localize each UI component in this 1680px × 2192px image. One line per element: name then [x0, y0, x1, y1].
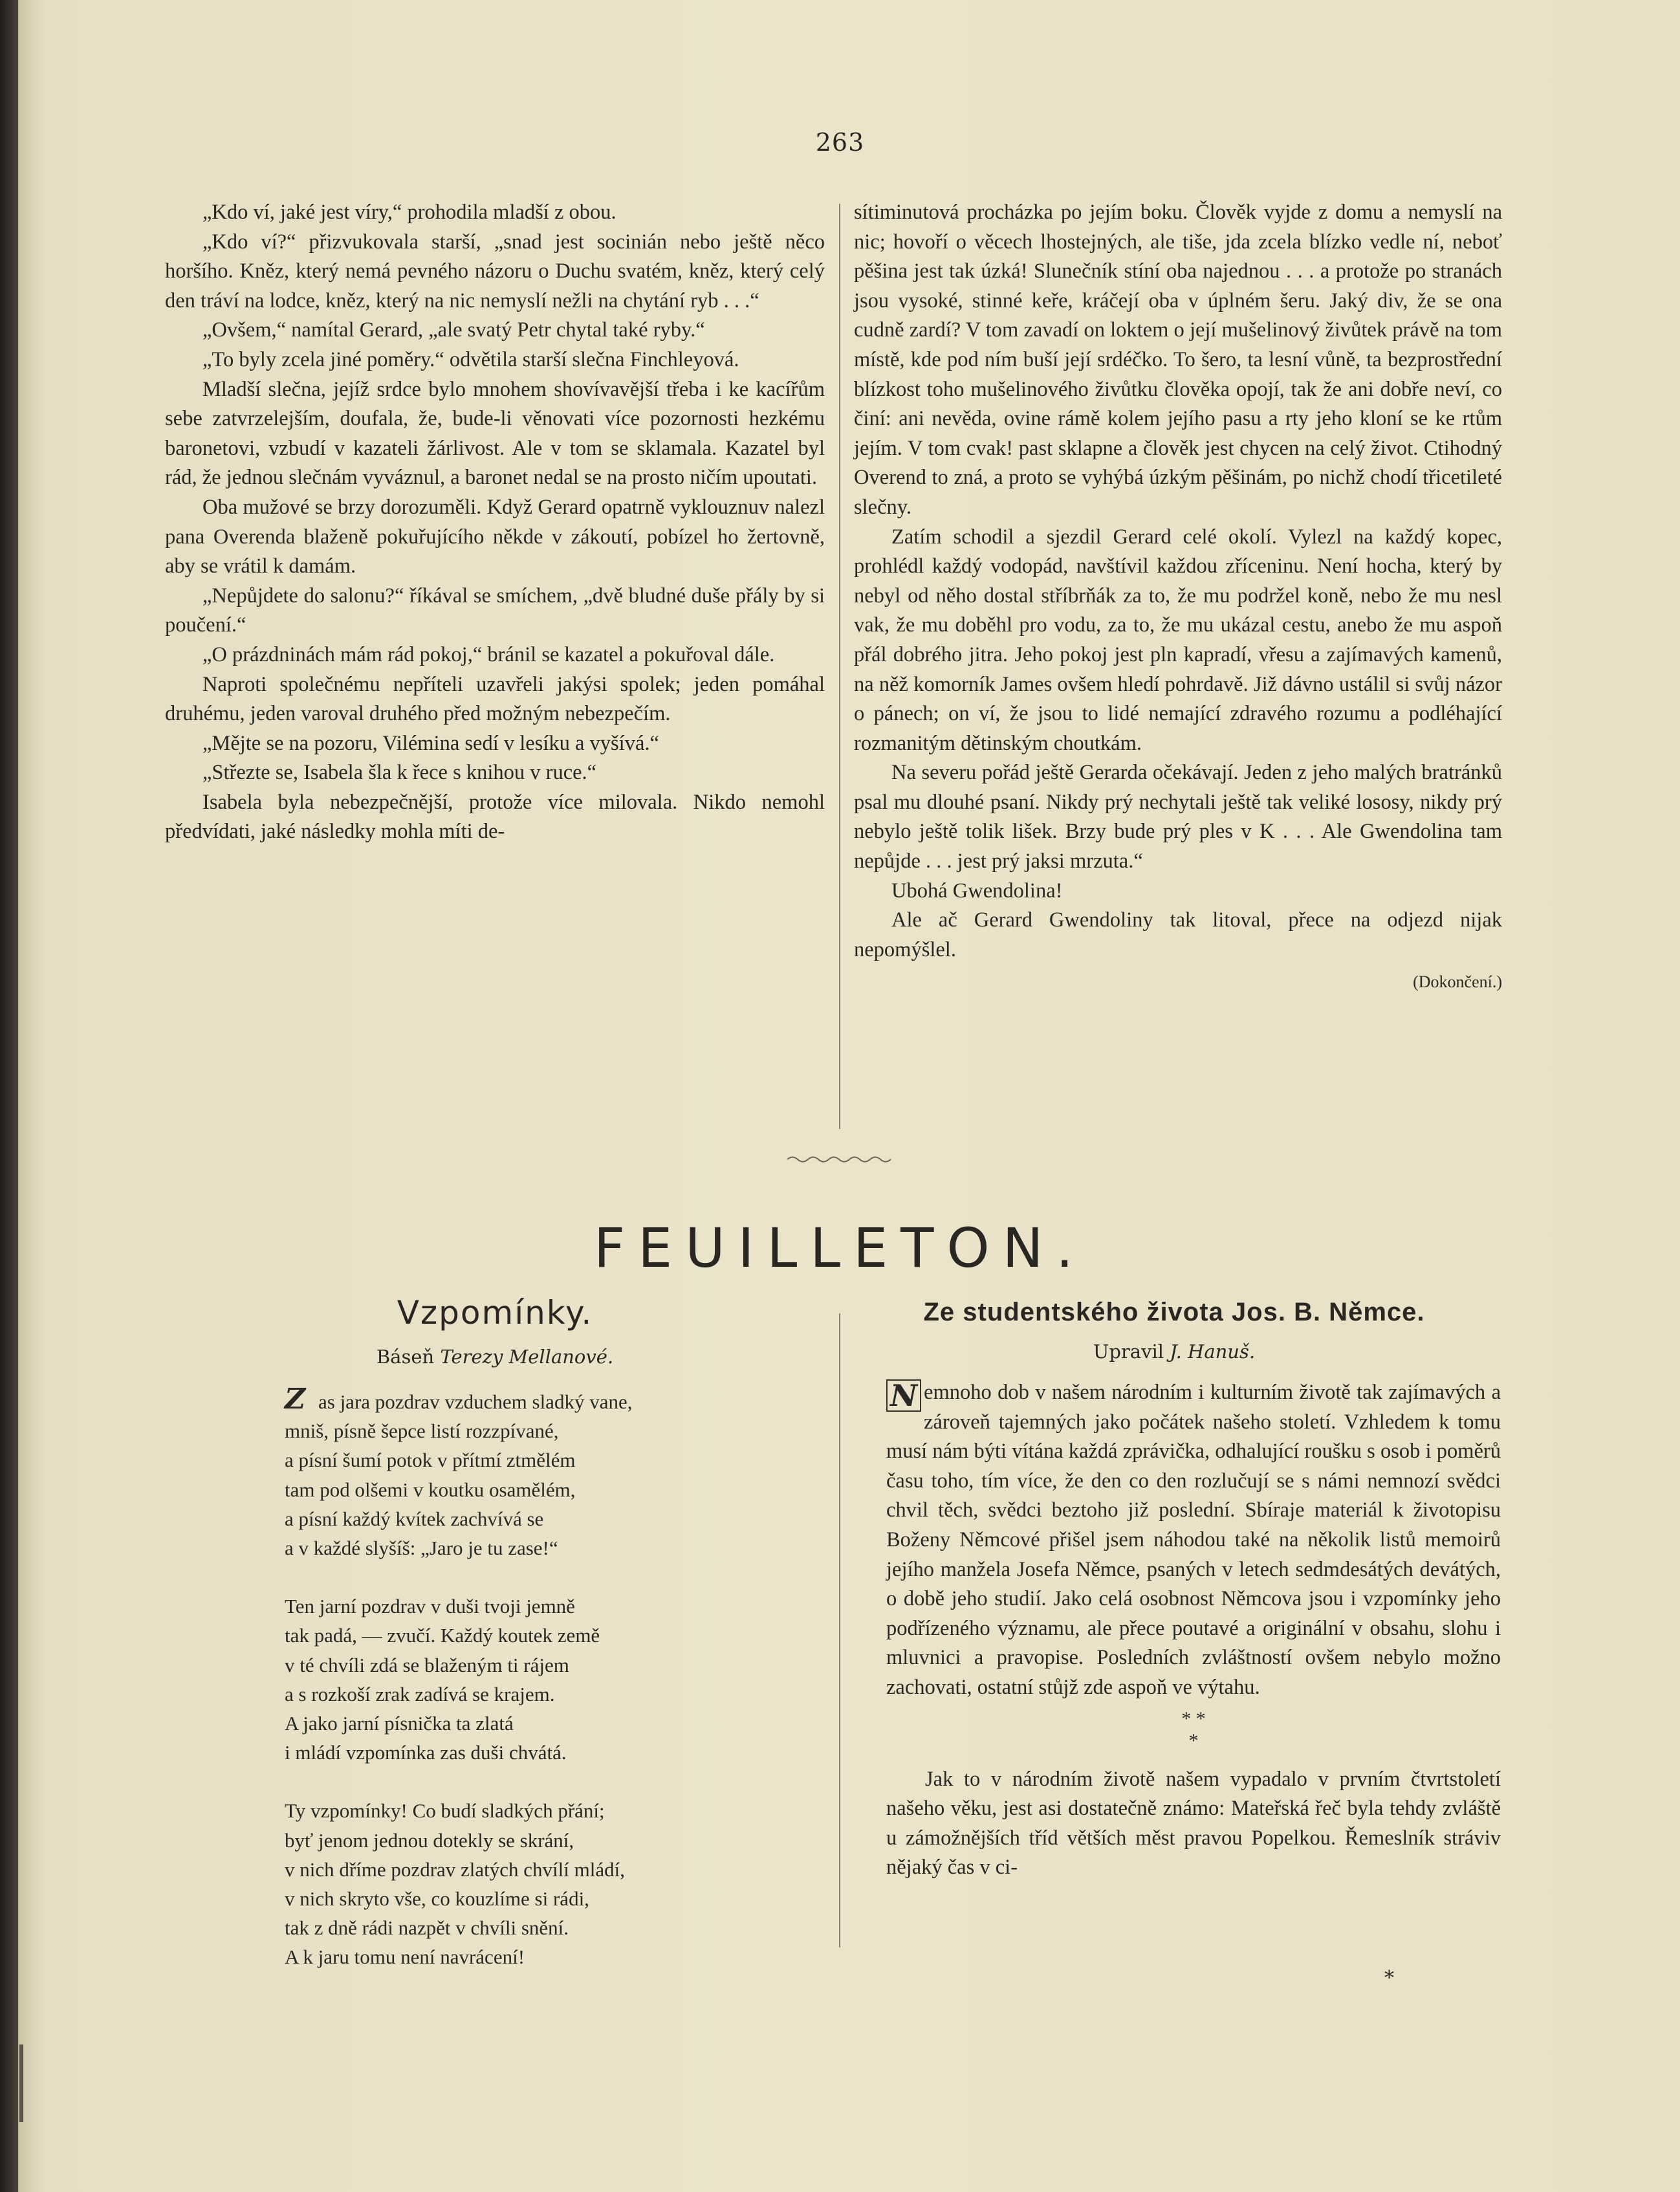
story-right-paragraph: Ubohá Gwendolina!	[891, 879, 1063, 903]
article-intro-text: emnoho dob v našem národním i kulturním životě tak zajímavých a zároveň tajemných jako počátek našeho století. Vzhledem k tomu musí nám býti vítána každá zprávička, odhalující roušku s osob i poměrů času toho, tím více, že den co den rozlučují se s námi nemnozí svědci chvil těch, svědci beztoho již poslední. Sbíraje materiál k životopisu Boženy Němcové přišel jsem náhodou také na několik listů memoirů jejího manžela Josefa Němce, psaných v letech sedmdesátých devátých, o době jeho studií. Jako celá osobnost Němcova jsou i vzpomínky jeho podřízeného významu, ale přece poutavé a originální v obsahu, slohu i mluvnici a pravopise. Posledních zvláštností ovšem nebylo možno zachovati, ostatní stůjž zde aspoň ve výtahu.	[886, 1381, 1501, 1699]
poem-line: Ten jarní pozdrav v duši tvoji jemně	[285, 1595, 575, 1618]
footnote-mark: *	[1384, 1967, 1394, 1989]
poem-line: v té chvíli zdá se blaženým ti rájem	[285, 1653, 569, 1676]
poem-subtitle-prefix: Báseň	[376, 1346, 435, 1368]
poem-line: i mládí vzpomínka zas duši chvátá.	[285, 1741, 567, 1764]
column-rule-top	[839, 204, 840, 1129]
story-left-paragraph: „Mějte se na pozoru, Vilémina sedí v lesíku a vyšívá.“	[202, 731, 659, 755]
poem-body	[285, 1385, 802, 2001]
story-left-paragraph: „Střezte se, Isabela šla k řece s knihou v ruce.“	[202, 761, 597, 785]
poem-line	[285, 1385, 802, 1416]
poem-line: a písní každý kvítek zachvívá se	[285, 1507, 544, 1530]
article-body: Jak to v národním životě našem vypadalo v prvním čtvrtstoletí našeho věku, jest asi dostatečně známo: Mateřská řeč byla tehdy zvláště u zámožnějších tříd větších měst pravou Popelkou. Řemeslník stráviv nějaký čas v ci-	[886, 1767, 1501, 1880]
story-left-paragraph: Isabela byla nebezpečnější, protože více milovala. Nikdo nemohl předvídati, jaké následky mohla míti de-	[165, 790, 825, 844]
article-subtitle-prefix: Upravil	[1093, 1341, 1164, 1363]
story-left-column	[165, 198, 825, 847]
article-title: Ze studentského života Jos. B. Němce.	[923, 1298, 1425, 1326]
story-left-paragraph: Oba mužové se brzy dorozuměli. Když Gerard opatrně vyklouznuv nalezl pana Overenda blaženě pokuřujícího někde v zákoutí, pobízel ho žertovně, aby se vrátil k damám.	[165, 495, 825, 578]
poem-subtitle	[165, 1346, 825, 1368]
book-gutter	[0, 0, 18, 2192]
margin-mark	[19, 2044, 23, 2122]
poem-line: tak padá, — zvučí. Každý koutek země	[285, 1624, 600, 1647]
poem-line-text: as jara pozdrav vzduchem sladký vane,	[318, 1390, 633, 1413]
poem-author: Terezy Mellanové.	[440, 1346, 614, 1368]
article-author: J. Hanuš.	[1170, 1341, 1256, 1363]
poem-line: Ty vzpomínky! Co budí sladkých přání;	[285, 1799, 605, 1823]
poem-stanza	[285, 1385, 802, 1562]
poem-line: a písní šumí potok v přítmí ztmělém	[285, 1449, 576, 1472]
story-right-paragraph: Na severu pořád ještě Gerarda očekávají. Jeden z jeho malých bratránků psal mu dlouhé psaní. Nikdy prý nechytali ještě tak veliké lososy, nikdy prý nebylo ještě tolik lišek. Brzy bude prý ples v K . . . Ale Gwendolina tam nepůjde . . . jest prý jaksi mrzuta.“	[854, 761, 1502, 873]
poem-line: A k jaru tomu není navrácení!	[285, 1945, 525, 1969]
story-left-paragraph: „Kdo ví, jaké jest víry,“ prohodila mladší z obou.	[202, 201, 616, 224]
page-number: 263	[815, 128, 865, 157]
story-left-paragraph: Mladší slečna, jejíž srdce bylo mnohem shovívavější třeba i ke kacířům sebe zatvrzelejším, doufala, že, bude-li věnovati více pozornosti hezkému baronetovi, vzbudí v kazateli žárlivost. Ale v tom se sklamala. Kazatel byl rád, že jednou slečnám vyváznul, a baronet nedal se na prosto ničím upoutati.	[165, 377, 825, 490]
story-right-paragraph: Zatím schodil a sjezdil Gerard celé okolí. Vylezl na každý kopec, prohlédl každý vodopád, navštívil každou zříceninu. Není hocha, který by nebyl od něho dostal stříbrňák za to, že mu podržel koně, nebo že mu nesl vak, že mu doběhl pro vodu, za to, že mu ukázal cestu, anebo že mu aspoň přál dobrého jitra. Jeho pokoj jest pln kapradí, vřesu a zajímavých kamenů, na něž komorník James ovšem hledí pohrdavě. Již dávno ustálil si svůj názor o pánech; on ví, že jsou to lidé nemající zdravého rozumu a podléhající rozmanitým dětinským choutkám.	[854, 525, 1502, 755]
story-right-paragraph: Ale ač Gerard Gwendoliny tak litoval, přece na odjezd nijak nepomýšlel.	[854, 908, 1502, 961]
poem-line: byť jenom jednou dotekly se skrání,	[285, 1828, 574, 1852]
poem-stanza	[285, 1796, 802, 1971]
poem-line: v nich skryto vše, co kouzlíme si rádi,	[285, 1887, 589, 1911]
story-left-paragraph: „To byly zcela jiné poměry.“ odvětila starší slečna Finchleyová.	[202, 347, 739, 371]
story-left-paragraph: Naproti společnému nepříteli uzavřeli jakýsi spolek; jeden pomáhal druhému, jeden varoval druhého před možným nebezpečím.	[165, 672, 825, 726]
poem-line: v nich dříme pozdrav zlatých chvílí mládí,	[285, 1858, 625, 1881]
poem-line: mniš, písně šepce listí rozzpívané,	[285, 1419, 559, 1443]
ornament-divider	[786, 1155, 896, 1164]
section-stars: * * *	[1181, 1707, 1206, 1751]
poem-line: tam pod olšemi v koutku osamělém,	[285, 1478, 576, 1501]
article-column	[886, 1378, 1501, 1883]
story-left-paragraph: „O prázdninách mám rád pokoj,“ bránil se kazatel a pokuřoval dále.	[202, 642, 775, 666]
article-intro	[886, 1378, 1501, 1703]
story-left-paragraph: „Ovšem,“ namítal Gerard, „ale svatý Petr chytal také ryby.“	[202, 318, 705, 342]
story-left-paragraph: „Kdo ví?“ přizvukovala starší, „snad jest socinián nebo ještě něco horšího. Kněz, který nemá pevného názoru o Duchu svatém, kněz, který celý den tráví na lodce, kněz, který na nic nemyslí nežli na chytání ryb . . .“	[165, 230, 825, 312]
poem-title: Vzpomínky.	[397, 1294, 593, 1332]
article-dropcap: N	[886, 1379, 921, 1412]
story-right-column	[854, 198, 1502, 997]
story-left-paragraph: „Nepůjdete do salonu?“ říkával se smíchem, „dvě bludné duše přály by si poučení.“	[165, 584, 825, 637]
story-right-paragraph: sítiminutová procházka po jejím boku. Člověk vyjde z domu a nemyslí na nic; hovoří o věcech lhostejných, ale tiše, jda zcela blízko vedle ní, neboť pěšina jest tak úzká! Slunečník stíní oba najednou . . . a protože po stranách jsou vysoké, stinné keře, kráčejí oba v úplném šeru. Jaký div, že se ona cudně zardí? V tom zavadí on loktem o její mušelinový živůtek právě na tom místě, kde pod ním buší její srdéčko. To šero, ta lesní vůně, ta bezprostřední blízkost toho mušelinového živůtku člověka opojí, tak že ani dobře neví, co činí: ani nevěda, ovine rámě kolem jejího pasu a rty jeho kloní se ke rtům jejím. V tom cvak! past sklapne a člověk jest chycen na celý život. Ctihodný Overend to zná, a proto se vyhýbá úzkým pěšinám, po nichž chodí třicetileté slečny.	[854, 201, 1502, 519]
poem-dropcap: Z	[285, 1383, 306, 1416]
article-subtitle	[847, 1341, 1501, 1363]
poem-stanza	[285, 1592, 802, 1767]
poem-line: a v každé slyšíš: „Jaro je tu zase!“	[285, 1537, 558, 1560]
poem-line: tak z dně rádi nazpět v chvíli snění.	[285, 1916, 569, 1940]
poem-line: a s rozkoší zrak zadívá se krajem.	[285, 1682, 555, 1705]
column-rule-bottom	[839, 1313, 840, 1947]
continued-note: (Dokončení.)	[1413, 972, 1502, 992]
poem-line: A jako jarní písnička ta zlatá	[285, 1712, 514, 1735]
section-heading: FEUILLETON.	[593, 1216, 1087, 1280]
